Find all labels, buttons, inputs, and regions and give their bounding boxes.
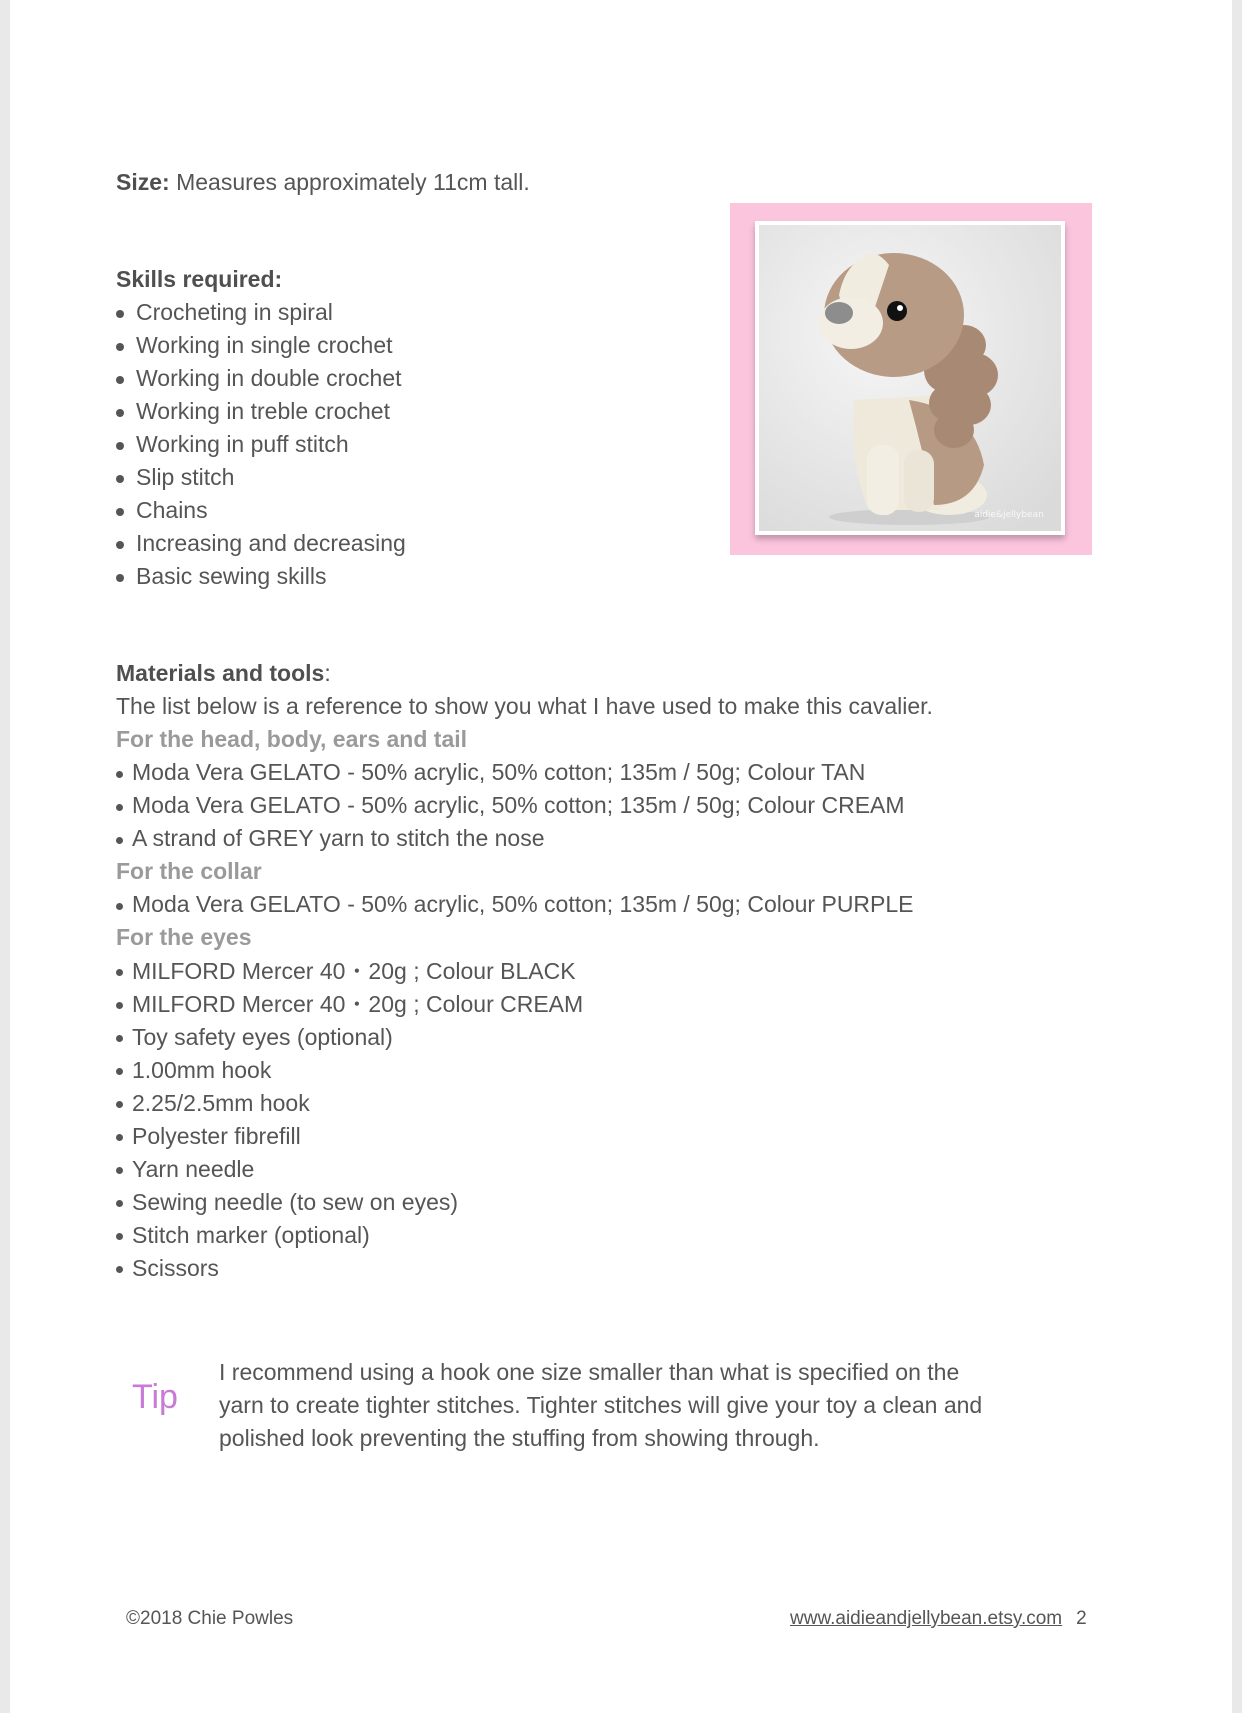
list-item: Increasing and decreasing: [116, 527, 1076, 560]
list-item: Working in puff stitch: [116, 428, 1076, 461]
list-item: Slip stitch: [116, 461, 1076, 494]
tip-line: polished look preventing the stuffing from showing through.: [219, 1425, 820, 1451]
collar-subheading: For the collar: [116, 858, 262, 884]
list-item: 1.00mm hook: [116, 1053, 1076, 1086]
photo-watermark: aidie&jellybean: [974, 510, 1044, 520]
footer-copyright: ©2018 Chie Powles: [126, 1608, 294, 1629]
list-item: Working in treble crochet: [116, 395, 1076, 428]
list-item: MILFORD Mercer 40・20g ; Colour CREAM: [116, 987, 1076, 1020]
size-label: Size:: [116, 169, 170, 195]
size-text: Measures approximately 11cm tall.: [169, 169, 530, 195]
list-item: 2.25/2.5mm hook: [116, 1086, 1076, 1119]
dog-illustration: [759, 225, 1061, 531]
page-number: 2: [1076, 1608, 1087, 1629]
list-item: Crocheting in spiral: [116, 296, 1076, 329]
list-item: Yarn needle: [116, 1152, 1076, 1185]
tip-label: Tip: [132, 1378, 178, 1416]
eyes-list: [116, 954, 1076, 1284]
materials-intro: The list below is a reference to show you what I have used to make this cavalier.: [116, 693, 933, 719]
photo-card: [755, 221, 1065, 535]
amigurumi-dog-photo: [759, 225, 1061, 531]
tip-text: [219, 1356, 1089, 1455]
list-item: Moda Vera GELATO - 50% acrylic, 50% cotton; 135m / 50g; Colour CREAM: [116, 789, 1076, 822]
list-item: Moda Vera GELATO - 50% acrylic, 50% cotton; 135m / 50g; Colour PURPLE: [116, 888, 1076, 921]
list-item: Polyester fibrefill: [116, 1119, 1076, 1152]
head-body-list: [116, 756, 1076, 855]
skills-heading: Skills required:: [116, 266, 283, 292]
list-item: A strand of GREY yarn to stitch the nose: [116, 822, 1076, 855]
website-link[interactable]: www.aidieandjellybean.etsy.com: [790, 1608, 1063, 1629]
footer-right: [790, 1608, 1087, 1630]
materials-heading: [116, 657, 1076, 690]
list-item: MILFORD Mercer 40・20g ; Colour BLACK: [116, 954, 1076, 987]
materials-heading-colon: :: [324, 660, 331, 686]
size-line: [116, 166, 1076, 199]
eyes-subheading: For the eyes: [116, 924, 252, 950]
list-item: Working in double crochet: [116, 362, 1076, 395]
list-item: Sewing needle (to sew on eyes): [116, 1185, 1076, 1218]
list-item: Moda Vera GELATO - 50% acrylic, 50% cotton; 135m / 50g; Colour TAN: [116, 756, 1076, 789]
materials-heading-text: Materials and tools: [116, 660, 325, 686]
photo-frame: [730, 203, 1092, 555]
list-item: Stitch marker (optional): [116, 1218, 1076, 1251]
materials-section: [116, 657, 1076, 1284]
head-body-subheading: For the head, body, ears and tail: [116, 726, 468, 752]
list-item: Working in single crochet: [116, 329, 1076, 362]
tip-line: yarn to create tighter stitches. Tighter stitches will give your toy a clean and: [219, 1392, 983, 1418]
list-item: Scissors: [116, 1251, 1076, 1284]
collar-list: [116, 888, 1076, 921]
tip-line: I recommend using a hook one size smaller than what is specified on the: [219, 1359, 960, 1385]
list-item: Toy safety eyes (optional): [116, 1020, 1076, 1053]
list-item: Chains: [116, 494, 1076, 527]
list-item: Basic sewing skills: [116, 560, 1076, 593]
